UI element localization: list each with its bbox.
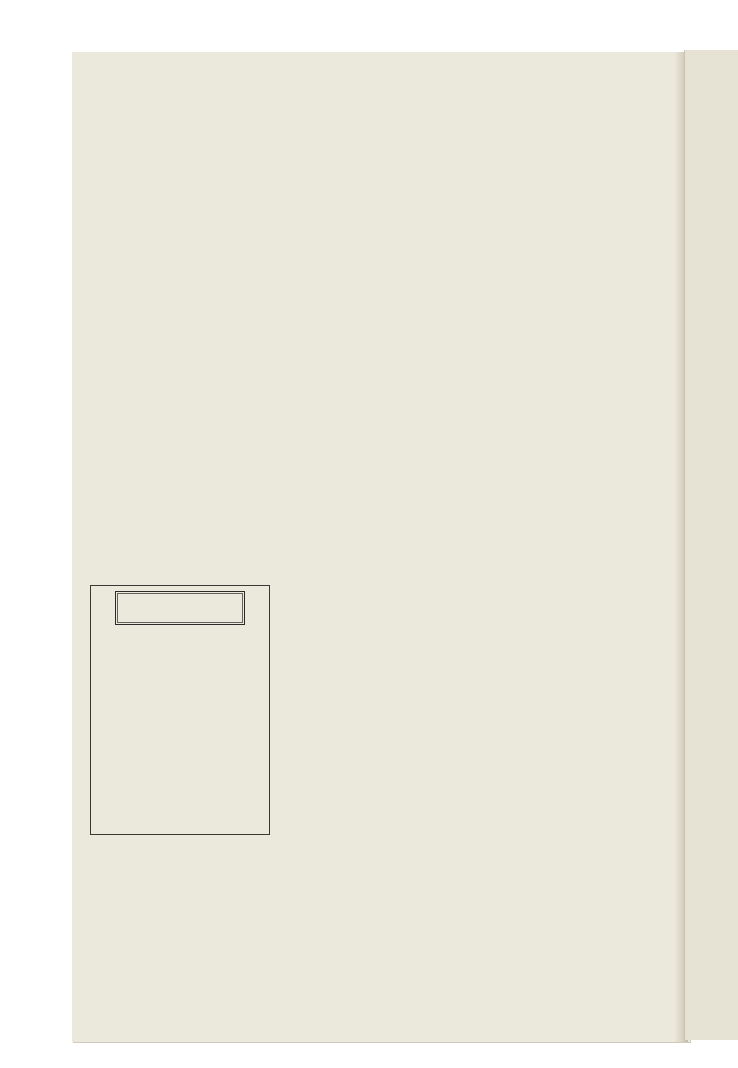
column-1 bbox=[90, 146, 268, 156]
magazine-page bbox=[72, 52, 690, 1042]
masthead-box bbox=[90, 585, 270, 835]
column-3 bbox=[487, 83, 675, 93]
column-2 bbox=[279, 142, 471, 151]
de-wekker-logo bbox=[115, 591, 245, 625]
next-page-edge bbox=[684, 50, 738, 1040]
